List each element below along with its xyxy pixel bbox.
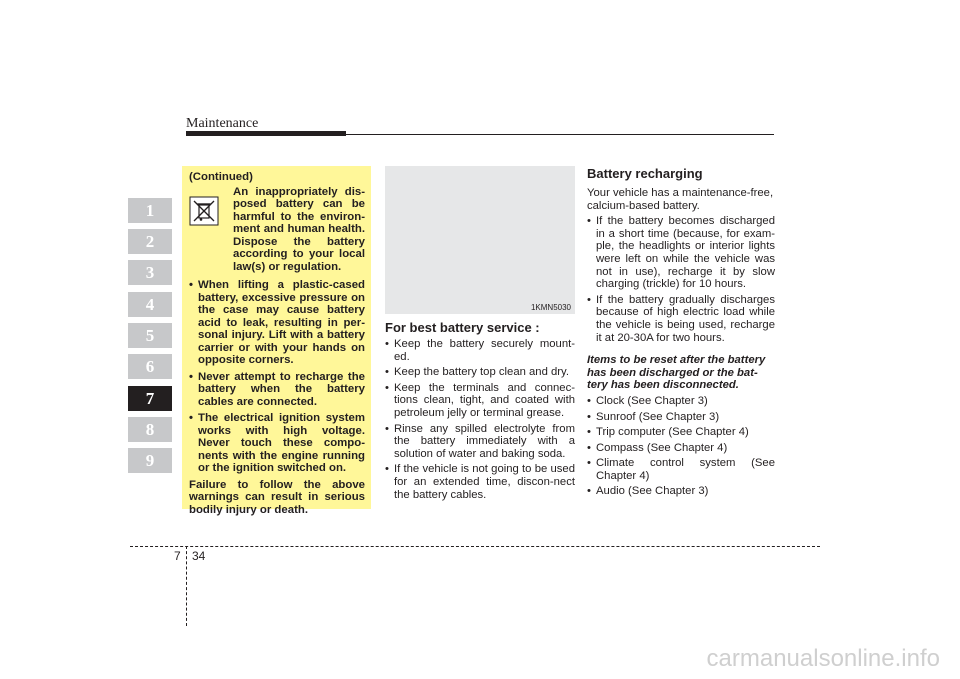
reset-item: • Climate control system (See Chapter 4) (587, 457, 775, 482)
dispose-warning-text: An inappropriately dis-posed battery can be harmful to the environ-ment and human health. Dispose the battery according to your local law(s) or regulation. (233, 185, 365, 273)
service-item: • Keep the terminals and connec-tions clean, tight, and coated with petroleum jelly or terminal grease. (385, 382, 575, 420)
service-heading: For best battery service : (385, 320, 540, 335)
reset-item: • Clock (See Chapter 3) (587, 395, 775, 408)
warning-bullet: • The electrical ignition system works with high voltage. Never touch these compo-nents with the engine running or the ignition switched on. (189, 412, 365, 475)
recharging-item: • If the battery gradually discharges because of high electric load while the vehicle is being used, recharge it at 20-30A for two hours. (587, 294, 775, 344)
header-rule (186, 134, 774, 135)
chapter-tab-4[interactable]: 4 (128, 292, 172, 317)
reset-item: • Trip computer (See Chapter 4) (587, 426, 775, 439)
footer-page-number: 34 (192, 549, 206, 563)
service-item: • Rinse any spilled electrolyte from the battery immediately with a solution of water and baking soda. (385, 423, 575, 461)
battery-illustration (385, 166, 575, 314)
chapter-tab-9[interactable]: 9 (128, 448, 172, 473)
battery-service-section (385, 320, 575, 504)
image-code: 1KMN5030 (530, 303, 571, 312)
footer-rule (130, 546, 820, 547)
recharging-heading: Battery recharging (587, 166, 703, 181)
footer-divider (186, 546, 187, 626)
chapter-tab-6[interactable]: 6 (128, 354, 172, 379)
recharging-item: • If the battery becomes discharged in a short time (because, for exam-ple, the headlights or interior lights were left on while the vehicle was not in use), recharge it by slow charging (trickle) for 10 hours. (587, 215, 775, 291)
chapter-tab-7[interactable]: 7 (128, 386, 172, 411)
chapter-tab-8[interactable]: 8 (128, 417, 172, 442)
service-item: • Keep the battery securely mount-ed. (385, 338, 575, 363)
page-header-title: Maintenance (186, 116, 259, 131)
warning-final-text: Failure to follow the above warnings can result in serious bodily injury or death. (189, 478, 365, 516)
crossed-out-wheelie-bin-icon (189, 196, 219, 226)
recharging-intro: Your vehicle has a maintenance-free, calcium-based battery. (587, 187, 774, 212)
reset-item: • Sunroof (See Chapter 3) (587, 411, 775, 424)
chapter-tab-2[interactable]: 2 (128, 229, 172, 254)
reset-item: • Compass (See Chapter 4) (587, 442, 775, 455)
reset-item: • Audio (See Chapter 3) (587, 485, 775, 498)
service-item: • If the vehicle is not going to be used for an extended time, discon-nect the battery cables. (385, 463, 575, 501)
chapter-tab-1[interactable]: 1 (128, 198, 172, 223)
warning-box (182, 166, 371, 516)
chapter-tab-5[interactable]: 5 (128, 323, 172, 348)
battery-recharging-section (587, 166, 775, 501)
watermark: carmanualsonline.info (706, 645, 940, 672)
footer-chapter-number: 7 (174, 549, 181, 563)
reset-heading: Items to be reset after the battery has been discharged or the bat-tery has been disconnected. (587, 354, 766, 392)
chapter-tab-3[interactable]: 3 (128, 260, 172, 285)
continued-label: (Continued) (189, 171, 253, 183)
warning-bullet: • Never attempt to recharge the battery when the battery cables are connected. (189, 371, 365, 409)
warning-bullet: • When lifting a plastic-cased battery, excessive pressure on the case may cause battery acid to leak, resulting in per-sonal injury. Lift with a battery carrier or with your hands on opposite corners. (189, 279, 365, 367)
service-item: • Keep the battery top clean and dry. (385, 366, 575, 379)
